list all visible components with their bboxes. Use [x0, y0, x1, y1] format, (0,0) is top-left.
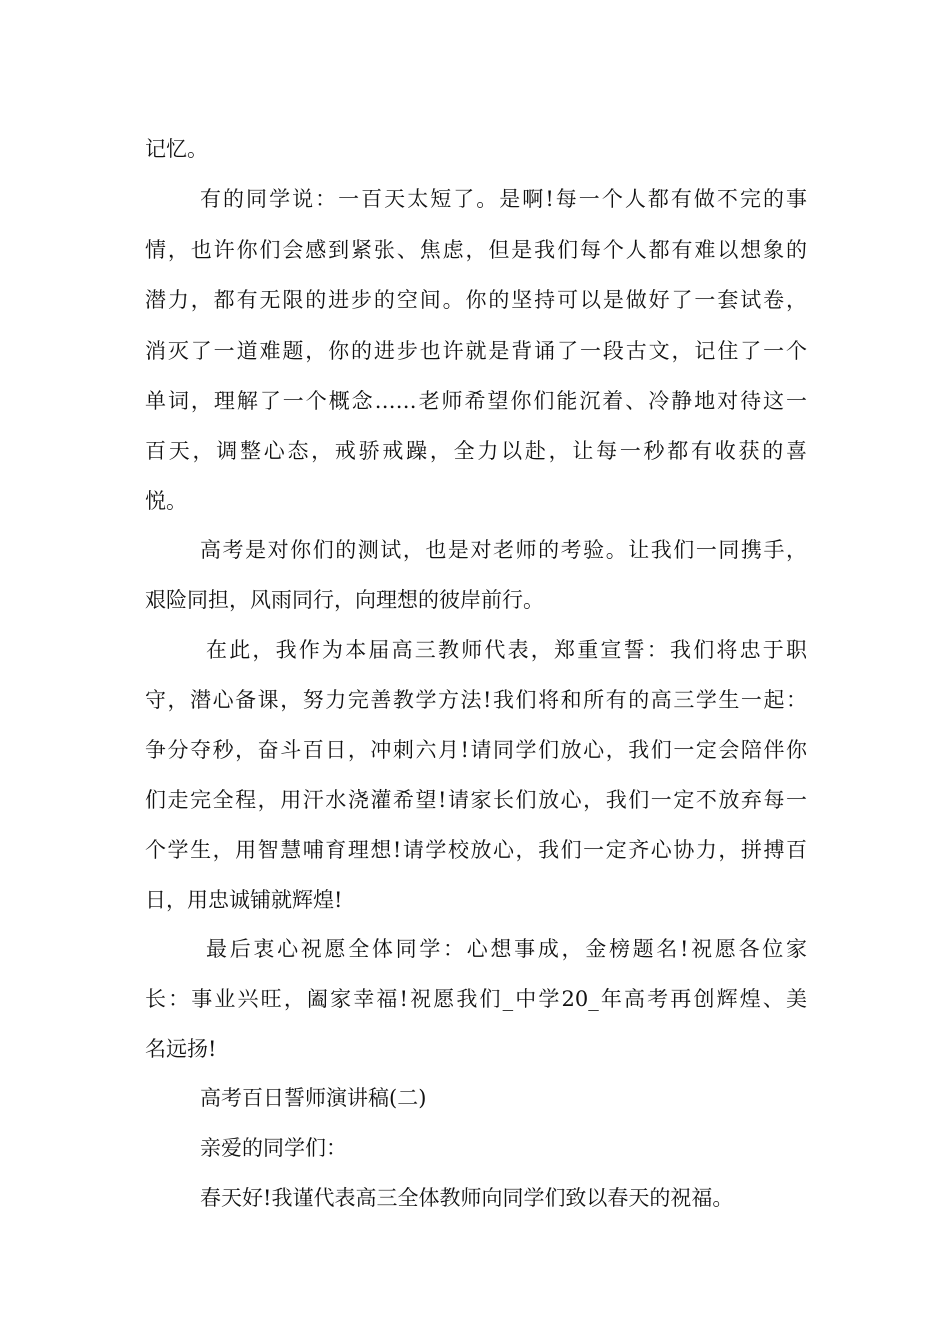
text-line: 春天好!我谨代表高三全体教师向同学们致以春天的祝福。: [200, 1186, 734, 1210]
text-line: 日，用忠诚铺就辉煌!: [145, 888, 343, 912]
text-line: 情，也许你们会感到紧张、焦虑，但是我们每个人都有难以想象的: [145, 238, 807, 262]
text-line: 最后衷心祝愿全体同学：心想事成，金榜题名!祝愿各位家: [206, 937, 807, 961]
text-line: 名远扬!: [145, 1037, 217, 1061]
text-line: 消灭了一道难题，你的进步也许就是背诵了一段古文，记住了一个: [145, 339, 807, 363]
text-line: 单词，理解了一个概念……老师希望你们能沉着、冷静地对待这一: [145, 389, 807, 413]
text-line: 记忆。: [145, 137, 208, 161]
text-line: 长：事业兴旺，阖家幸福!祝愿我们_中学20_年高考再创辉煌、美: [145, 987, 807, 1011]
text-line: 艰险同担，风雨同行，向理想的彼岸前行。: [145, 588, 544, 612]
text-line: 有的同学说：一百天太短了。是啊!每一个人都有做不完的事: [200, 187, 807, 211]
text-line: 在此，我作为本届高三教师代表，郑重宣誓：我们将忠于职: [206, 638, 807, 662]
text-line: 潜力，都有无限的进步的空间。你的坚持可以是做好了一套试卷，: [145, 288, 807, 312]
text-line: 们走完全程，用汗水浇灌希望!请家长们放心，我们一定不放弃每一: [145, 788, 807, 812]
text-line: 百天，调整心态，戒骄戒躁，全力以赴，让每一秒都有收获的喜: [145, 439, 807, 463]
text-line: 守，潜心备课，努力完善教学方法!我们将和所有的高三学生一起：: [145, 688, 807, 712]
section-title: 高考百日誓师演讲稿(二): [200, 1086, 427, 1110]
text-line: 悦。: [145, 489, 187, 513]
greeting-line: 亲爱的同学们：: [200, 1136, 347, 1160]
text-line: 个学生，用智慧哺育理想!请学校放心，我们一定齐心协力，拼搏百: [145, 838, 807, 862]
text-line: 争分夺秒，奋斗百日，冲刺六月!请同学们放心，我们一定会陪伴你: [145, 738, 807, 762]
text-line: 高考是对你们的测试，也是对老师的考验。让我们一同携手，: [200, 538, 807, 562]
